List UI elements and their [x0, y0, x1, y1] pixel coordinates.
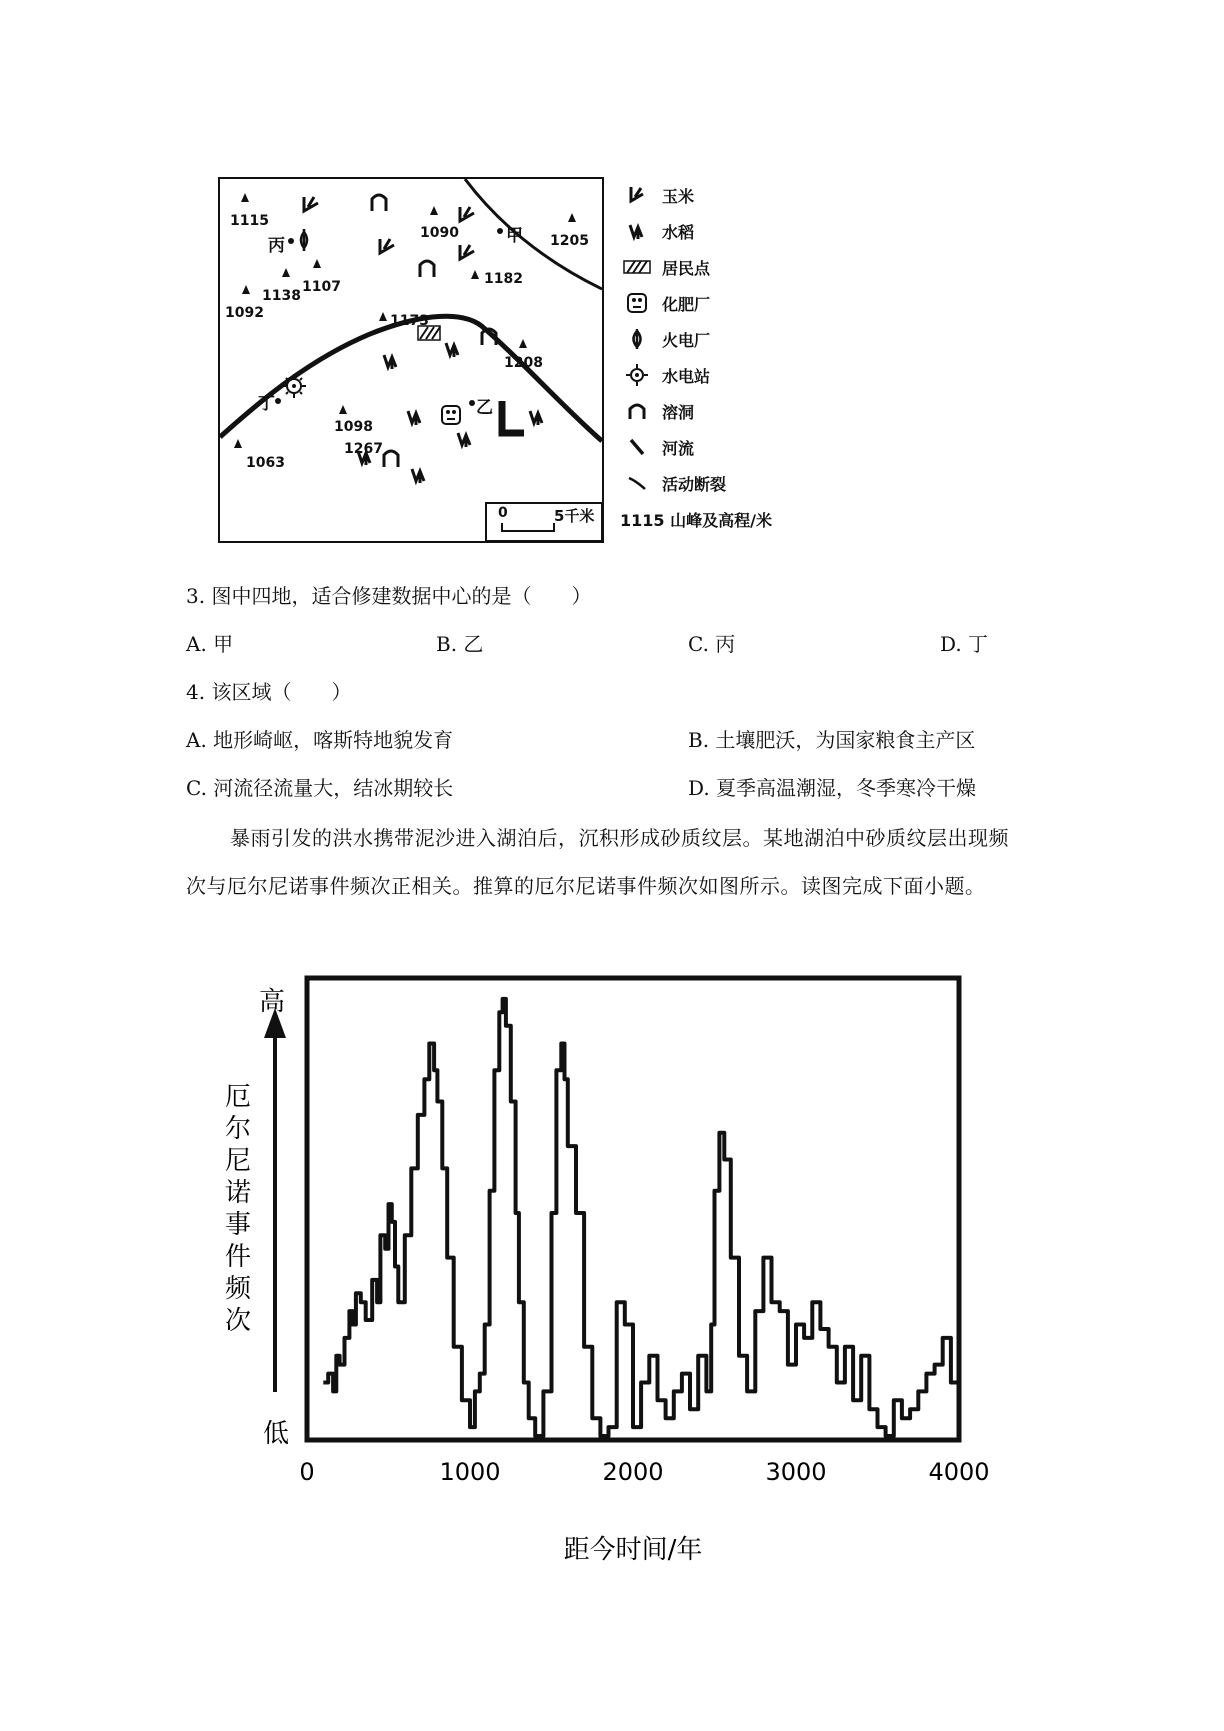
question-3-option-b[interactable]: B. 乙 [436, 632, 484, 656]
question-4-option-d[interactable]: D. 夏季高温潮湿，冬季寒冷干燥 [688, 776, 977, 800]
x-tick-label: 4000 [928, 1458, 990, 1486]
x-axis-label: 距今时间/年 [563, 1535, 703, 1565]
question-3-option-a[interactable]: A. 甲 [186, 632, 234, 656]
question-4-option-c[interactable]: C. 河流径流量大，结冰期较长 [186, 776, 454, 800]
y-axis-label-char: 诺 [224, 1178, 252, 1208]
map-legend [620, 180, 790, 550]
elevation-label: 1107 [302, 279, 341, 295]
elevation-label: 1182 [484, 271, 523, 287]
elevation-label: 1092 [225, 305, 264, 321]
legend-item-fault: 活动断裂 [620, 468, 726, 498]
y-axis-label [225, 1082, 252, 1336]
hydropower-icon [620, 363, 654, 387]
legend-item-hydropower: 水电站 [620, 360, 710, 390]
elevation-label: 1090 [420, 225, 459, 241]
scale-label: 5千米 [554, 507, 595, 525]
y-axis-label-char: 次 [224, 1306, 252, 1336]
question-4-option-b[interactable]: B. 土壤肥沃，为国家粮食主产区 [688, 728, 976, 752]
elevation-label: 1098 [334, 419, 373, 435]
fertilizer-plant-icon [620, 293, 654, 313]
y-axis-label-char: 事 [224, 1210, 252, 1240]
hydropower-station-icon [282, 374, 306, 398]
enso-frequency-chart [0, 960, 1224, 1600]
y-axis-label-char: 尔 [224, 1114, 252, 1144]
series-line [323, 999, 959, 1436]
elevation-label: 1063 [246, 455, 285, 471]
y-axis-label-char: 件 [224, 1242, 252, 1272]
place-label-ding: 丁 [258, 394, 275, 414]
river-icon [620, 437, 654, 457]
elevation-label: 1115 [230, 213, 269, 229]
passage-line-2: 次与厄尔尼诺事件频次正相关。推算的厄尔尼诺事件频次如图所示。读图完成下面小题。 [186, 874, 986, 898]
settlement-icon [620, 259, 654, 275]
legend-item-peak [620, 504, 772, 534]
elevation-label: 1267 [344, 441, 383, 457]
rice-icon [620, 221, 654, 241]
legend-item-thermal: 火电厂 [620, 324, 710, 354]
terrain-map [218, 177, 604, 543]
elevation-label: 1208 [504, 355, 543, 371]
corn-icon [620, 185, 654, 205]
y-axis-label-char: 厄 [224, 1082, 252, 1112]
legend-item-fertilizer: 化肥厂 [620, 288, 710, 318]
y-axis-label-char: 尼 [224, 1146, 252, 1176]
y-high-label: 高 [258, 987, 286, 1017]
x-tick-labels [299, 1458, 989, 1486]
place-label-yi: 乙 [476, 398, 493, 418]
x-tick-label: 1000 [439, 1458, 501, 1486]
thermal-power-marker [301, 229, 307, 251]
legend-item-settlement: 居民点 [620, 252, 710, 282]
question-3-option-c[interactable]: C. 丙 [688, 632, 736, 656]
place-label-jia: 甲 [506, 226, 523, 246]
question-4-stem: 4. 该区域（ ） [186, 680, 352, 704]
place-label-bing: 丙 [268, 236, 285, 256]
fertilizer-plant-marker [442, 406, 460, 424]
elevation-label: 1138 [262, 288, 301, 304]
legend-item-corn: 玉米 [620, 180, 694, 210]
settlement-markers [418, 326, 524, 433]
y-axis-label-char: 频 [224, 1274, 252, 1304]
x-tick-label: 3000 [765, 1458, 827, 1486]
y-low-label: 低 [262, 1419, 290, 1449]
x-tick-label: 2000 [602, 1458, 664, 1486]
elevation-label: 1205 [550, 233, 589, 249]
x-tick-label: 0 [299, 1458, 315, 1486]
legend-item-cave: 溶洞 [620, 396, 694, 426]
legend-item-river: 河流 [620, 432, 694, 462]
fault-icon [620, 473, 654, 493]
thermal-power-icon [620, 327, 654, 351]
legend-item-rice: 水稻 [620, 216, 694, 246]
scale-zero: 0 [498, 505, 508, 521]
elevation-label: 1173 [390, 313, 429, 329]
cave-icon [620, 401, 654, 421]
question-4-option-a[interactable]: A. 地形崎岖，喀斯特地貌发育 [186, 728, 454, 752]
peak-legend-label: 1115 山峰及高程/米 [620, 510, 772, 530]
question-3-stem: 3. 图中四地，适合修建数据中心的是（ ） [186, 584, 592, 608]
passage-line-1: 暴雨引发的洪水携带泥沙进入湖泊后，沉积形成砂质纹层。某地湖泊中砂质纹层出现频 [230, 826, 1009, 850]
question-3-option-d[interactable]: D. 丁 [940, 632, 989, 656]
